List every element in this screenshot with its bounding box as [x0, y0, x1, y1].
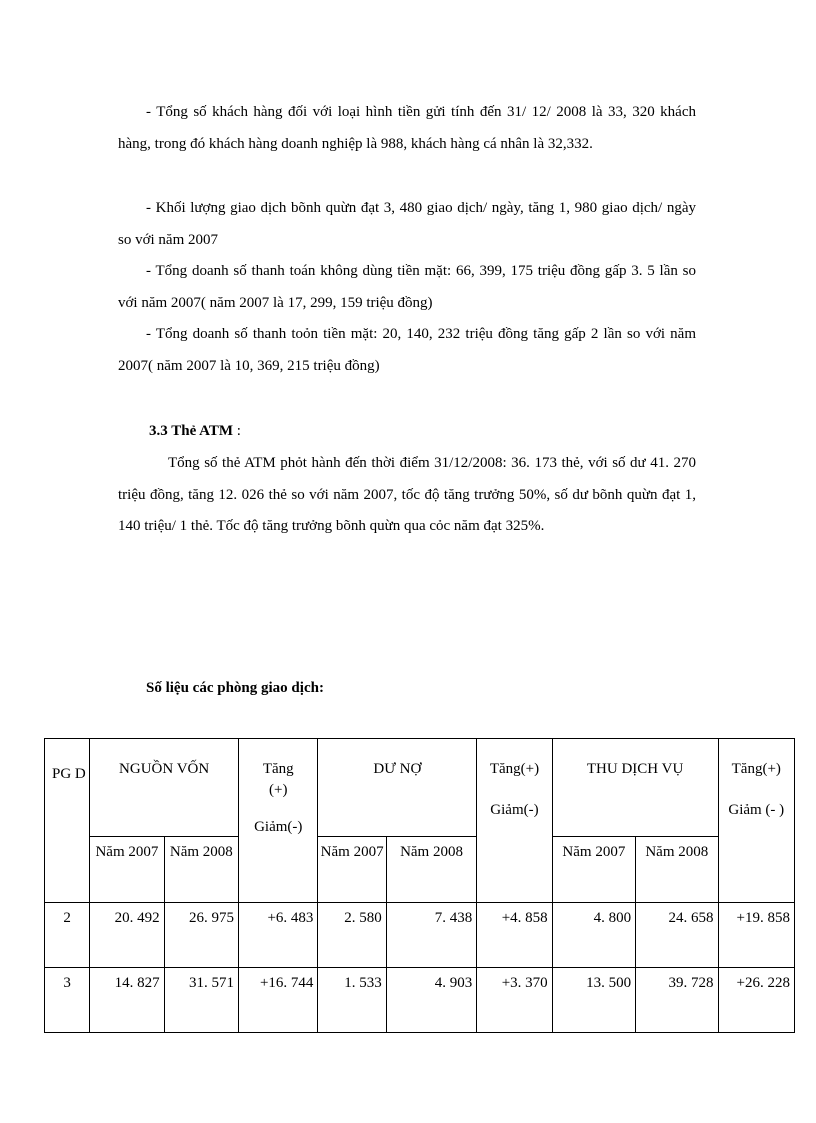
- header-du-no-2008: Năm 2008: [386, 837, 476, 903]
- cell-du-no-2008: 7. 438: [386, 903, 476, 968]
- header-thu-dich-vu-2008: Năm 2008: [636, 837, 718, 903]
- cell-du-no-2007: 1. 533: [318, 968, 386, 1033]
- cell-dich-vu-2007: 13. 500: [552, 968, 635, 1033]
- header-nguon-von: NGUỒN VỐN: [90, 739, 239, 837]
- header-pgd: PG D: [45, 739, 90, 903]
- header-thu-dich-vu-2007: Năm 2007: [552, 837, 635, 903]
- header-thu-dich-vu: THU DỊCH VỤ: [552, 739, 718, 837]
- table-subheader-row: [45, 837, 795, 903]
- header-tang-label: Tăng: [262, 761, 294, 777]
- transaction-offices-table: [44, 738, 795, 1033]
- paragraph-non-cash-payments: - Tổng doanh số thanh toán không dùng tiền mặt: 66, 399, 175 triệu đồng gấp 3. 5 lần so với năm 2007( năm 2007 là 17, 299, 159 triệu đồng): [118, 263, 696, 311]
- header-du-no: DƯ NỢ: [318, 739, 477, 837]
- cell-dich-vu-2008: 24. 658: [636, 903, 718, 968]
- header-tang-plus-label: Tăng(+): [489, 761, 540, 777]
- table-row: [45, 968, 795, 1033]
- table-row: [45, 903, 795, 968]
- cell-dich-vu-change: +26. 228: [718, 968, 794, 1033]
- table-header-row: [45, 739, 795, 837]
- cell-pgd: 2: [45, 903, 90, 968]
- header-tang-plus-label-2: Tăng(+): [731, 761, 781, 777]
- cell-nguon-von-2008: 26. 975: [164, 903, 238, 968]
- header-nguon-von-2007: Năm 2007: [90, 837, 164, 903]
- section-heading: [149, 416, 241, 448]
- header-du-no-2007: Năm 2007: [318, 837, 386, 903]
- cell-dich-vu-change: +19. 858: [718, 903, 794, 968]
- cell-du-no-2007: 2. 580: [318, 903, 386, 968]
- cell-nguon-von-change: +6. 483: [239, 903, 318, 968]
- header-tang-giam-du-no: [477, 739, 552, 903]
- cell-dich-vu-2008: 39. 728: [636, 968, 718, 1033]
- cell-du-no-change: +4. 858: [477, 903, 552, 968]
- cell-nguon-von-2007: 14. 827: [90, 968, 164, 1033]
- header-tang-giam-dich-vu: [718, 739, 794, 903]
- cell-pgd: 3: [45, 968, 90, 1033]
- table-title: Số liệu các phòng giao dịch:: [146, 680, 324, 696]
- paragraph-transaction-volume: - Khối lượng giao dịch bõnh quừn đạt 3, 480 giao dịch/ ngày, tăng 1, 980 giao dịch/ ngày so với năm 2007: [118, 200, 696, 248]
- header-plus-label: (+): [269, 782, 288, 798]
- section-heading-title: 3.3 Thẻ ATM: [149, 423, 234, 439]
- header-giam-minus-label: Giảm(-): [490, 802, 539, 818]
- cell-nguon-von-2007: 20. 492: [90, 903, 164, 968]
- header-nguon-von-2008: Năm 2008: [164, 837, 238, 903]
- paragraph-deposit-customers: - Tổng số khách hàng đối với loại hình tiền gửi tính đến 31/ 12/ 2008 là 33, 320 khách hàng, trong đó khách hàng doanh nghiệp là 988, khách hàng cá nhân là 32,332.: [118, 104, 696, 152]
- header-giam-minus-label-2: Giảm (- ): [728, 802, 785, 818]
- cell-nguon-von-2008: 31. 571: [164, 968, 238, 1033]
- cell-du-no-2008: 4. 903: [386, 968, 476, 1033]
- header-giam-label: Giảm(-): [254, 819, 303, 835]
- paragraph-atm-cards: Tổng số thẻ ATM phỏt hành đến thời điểm 31/12/2008: 36. 173 thẻ, với số dư 41. 270 triệu đồng, tăng 12. 026 thẻ so với năm 2007, tốc độ tăng trưởng 50%, số dư bõnh quừn đạt 1, 140 triệu/ 1 thẻ. Tốc độ tăng trưởng bõnh quừn qua cỏc năm đạt 325%.: [118, 455, 696, 534]
- cell-du-no-change: +3. 370: [477, 968, 552, 1033]
- paragraph-cash-payments: - Tổng doanh số thanh toỏn tiền mặt: 20, 140, 232 triệu đồng tăng gấp 2 lần so với năm 2007( năm 2007 là 10, 369, 215 triệu đồng): [118, 326, 696, 374]
- cell-nguon-von-change: +16. 744: [239, 968, 318, 1033]
- section-heading-colon: :: [233, 423, 241, 439]
- header-tang-giam-nguon-von: [239, 739, 318, 903]
- cell-dich-vu-2007: 4. 800: [552, 903, 635, 968]
